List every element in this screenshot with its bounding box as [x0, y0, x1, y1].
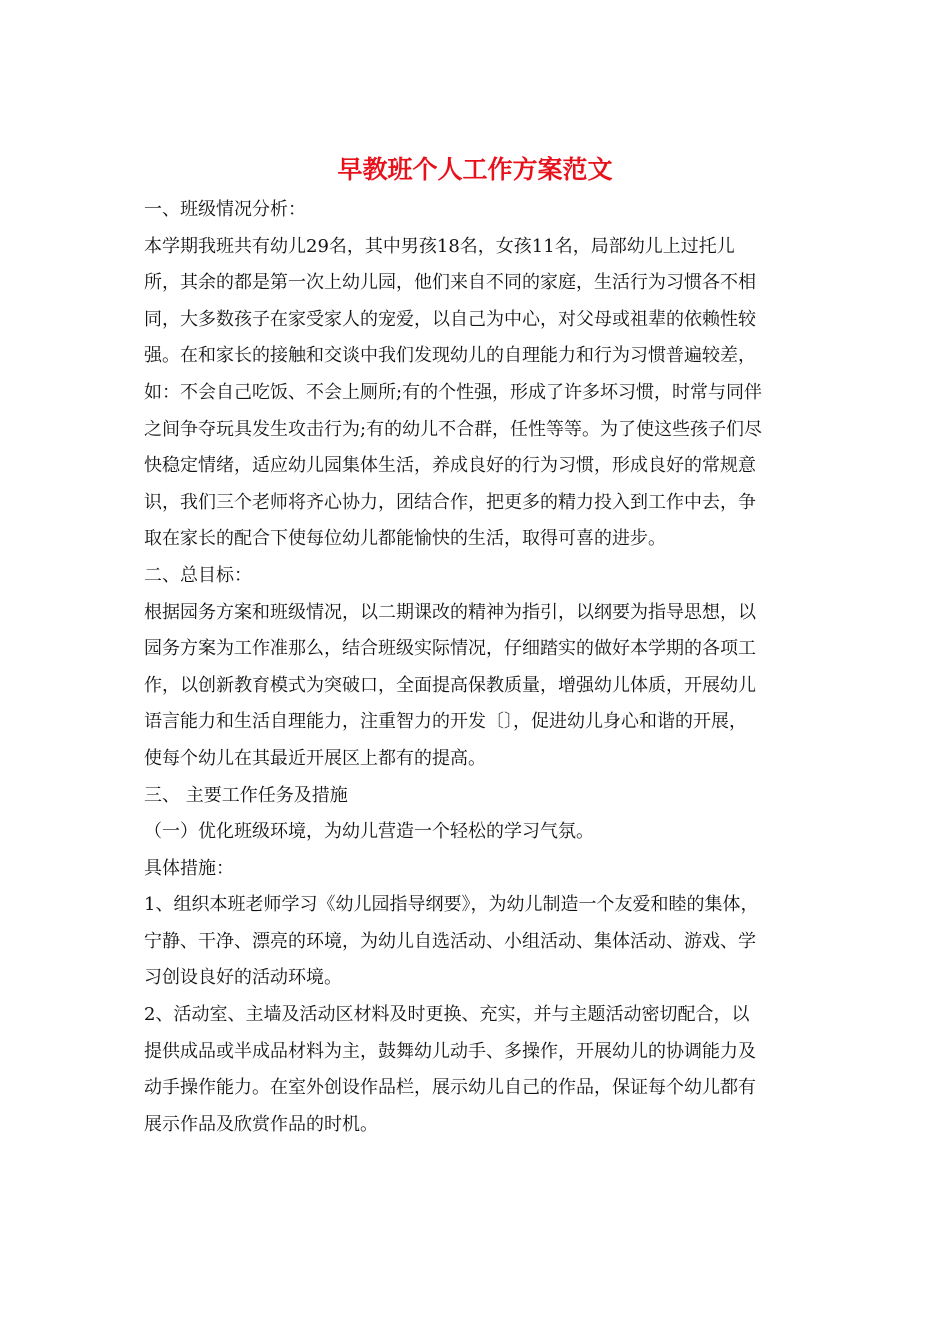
paragraph-line: 2、活动室、主墙及活动区材料及时更换、充实，并与主题活动密切配合，以: [144, 1004, 750, 1026]
paragraph-line: 根据园务方案和班级情况，以二期课改的精神为指引，以纲要为指导思想，以: [144, 601, 756, 623]
section-heading-3: 三、 主要工作任务及措施: [144, 784, 348, 806]
paragraph-line: 展示作品及欣赏作品的时机。: [144, 1113, 378, 1135]
paragraph-line: 宁静、干净、漂亮的环境，为幼儿自选活动、小组活动、集体活动、游戏、学: [144, 930, 756, 952]
paragraph-line: 识，我们三个老师将齐心协力，团结合作，把更多的精力投入到工作中去，争: [144, 491, 756, 513]
paragraph-line: 之间争夺玩具发生攻击行为;有的幼儿不合群，任性等等。为了使这些孩子们尽: [144, 418, 763, 440]
paragraph-line: 快稳定情绪，适应幼儿园集体生活，养成良好的行为习惯，形成良好的常规意: [144, 455, 756, 477]
paragraph-line: 本学期我班共有幼儿29名，其中男孩18名，女孩11名，局部幼儿上过托儿: [144, 235, 735, 257]
paragraph-line: 使每个幼儿在其最近开展区上都有的提高。: [144, 747, 486, 769]
measures-heading: 具体措施：: [144, 857, 234, 879]
paragraph-line: 如：不会自己吃饭、不会上厕所;有的个性强，形成了许多坏习惯，时常与同伴: [144, 381, 763, 403]
paragraph-line: 园务方案为工作准那么，结合班级实际情况，仔细踏实的做好本学期的各项工: [144, 638, 756, 660]
section-heading-2: 二、总目标：: [144, 564, 252, 586]
paragraph-line: 语言能力和生活自理能力，注重智力的开发〔〕，促进幼儿身心和谐的开展，: [144, 711, 747, 733]
paragraph-line: 所，其余的都是第一次上幼儿园，他们来自不同的家庭，生活行为习惯各不相: [144, 272, 756, 294]
paragraph-line: 取在家长的配合下使每位幼儿都能愉快的生活，取得可喜的进步。: [144, 528, 666, 550]
document-body: [144, 192, 804, 1143]
subsection-heading: （一）优化班级环境，为幼儿营造一个轻松的学习气氛。: [144, 821, 594, 843]
paragraph-line: 同，大多数孩子在家受家人的宠爱，以自己为中心，对父母或祖辈的依赖性较: [144, 308, 756, 330]
paragraph-line: 动手操作能力。在室外创设作品栏，展示幼儿自己的作品，保证每个幼儿都有: [144, 1077, 756, 1099]
paragraph-line: 强。在和家长的接触和交谈中我们发现幼儿的自理能力和行为习惯普遍较差，: [144, 345, 756, 367]
paragraph-line: 提供成品或半成品材料为主，鼓舞幼儿动手、多操作，开展幼儿的协调能力及: [144, 1040, 756, 1062]
paragraph-line: 作，以创新教育模式为突破口，全面提高保教质量，增强幼儿体质，开展幼儿: [144, 674, 756, 696]
paragraph-line: 习创设良好的活动环境。: [144, 967, 342, 989]
paragraph-line: 1、组织本班老师学习《幼儿园指导纲要》，为幼儿制造一个友爱和睦的集体，: [144, 894, 759, 916]
section-heading-1: 一、班级情况分析：: [144, 199, 306, 220]
document-title: 早教班个人工作方案范文: [337, 155, 613, 184]
